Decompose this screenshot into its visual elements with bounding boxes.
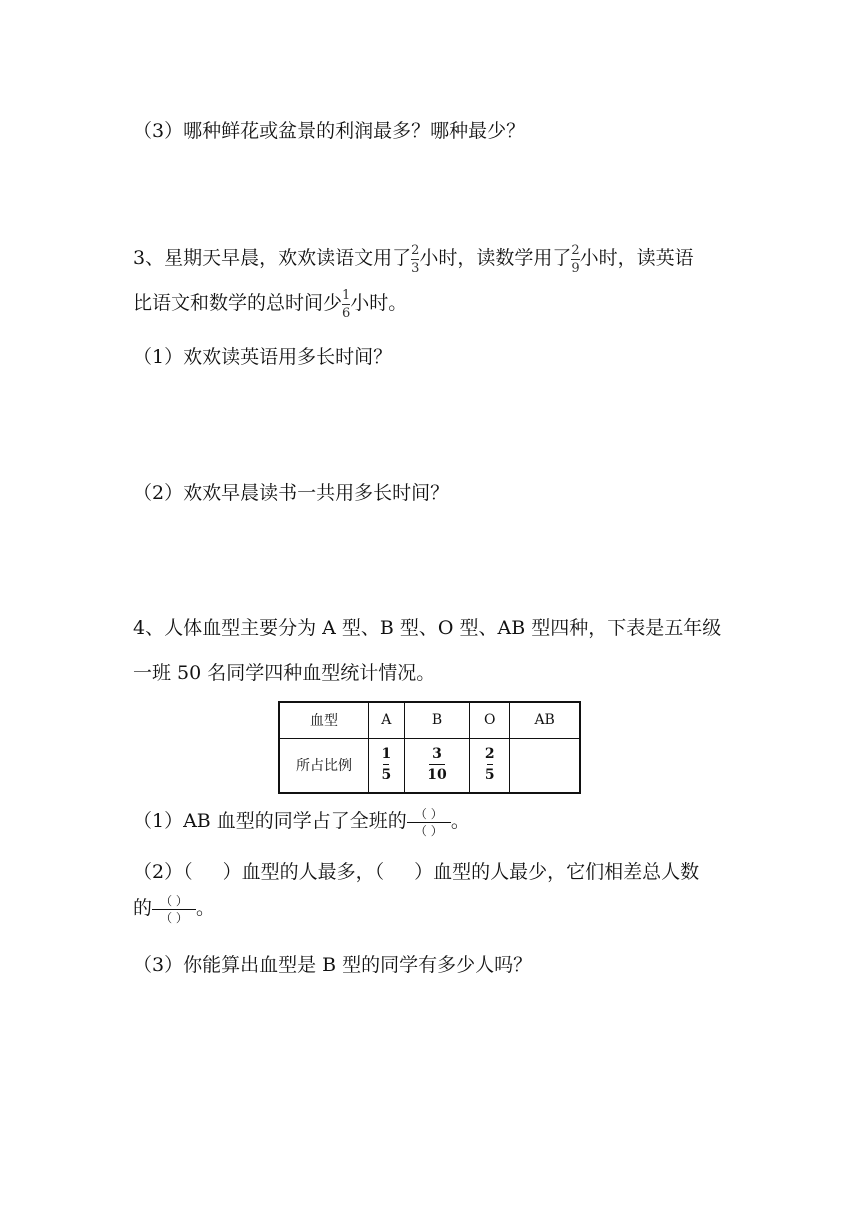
question-2-part-3: （3）哪种鲜花或盆景的利润最多？哪种最少？ xyxy=(133,120,526,142)
fraction-two-thirds: $\frac{2}{3}$ xyxy=(411,242,420,276)
blood-type-table xyxy=(278,701,581,794)
table-header-row xyxy=(279,702,580,738)
table-header-cell: B xyxy=(404,702,470,738)
q4-sub2-text-d: 的 xyxy=(133,897,153,919)
question-4-part-2-line-2 xyxy=(133,893,215,924)
q3-text-b: 小时，读数学用了 xyxy=(419,247,572,269)
fraction-two-ninths: $\frac{2}{9}$ xyxy=(571,242,580,276)
table-cell-empty xyxy=(510,738,580,793)
fraction-one-sixth: $\frac{1}{6}$ xyxy=(342,287,351,321)
q4-sub2-text-b: ）血型的人最多，（ xyxy=(222,861,385,883)
question-4-line-1: 4、人体血型主要分为 A 型、B 型、O 型、AB 型四种，下表是五年级 xyxy=(133,617,722,639)
question-4-part-1 xyxy=(133,806,470,837)
question-3-line-2 xyxy=(133,288,407,320)
question-4-line-2: 一班 50 名同学四种血型统计情况。 xyxy=(133,662,436,684)
q3-text-d: 比语文和数学的总时间少 xyxy=(133,292,343,314)
q4-sub2-text-a: （2）（ xyxy=(133,861,193,883)
question-4-part-2-line-1 xyxy=(133,857,699,884)
table-header-cell: 血型 xyxy=(279,702,369,738)
q4-sub2-text-c: ）血型的人最少，它们相差总人数 xyxy=(414,861,700,883)
question-3-line-1 xyxy=(133,243,694,275)
table-cell: $\frac{3}{10}$ xyxy=(404,738,470,793)
q4-sub2-end: 。 xyxy=(196,897,216,919)
question-3-part-2: （2）欢欢早晨读书一共用多长时间？ xyxy=(133,482,450,504)
table-header-cell: A xyxy=(369,702,405,738)
table-cell: $\frac{2}{5}$ xyxy=(470,738,510,793)
table-row-label: 所占比例 xyxy=(279,738,369,793)
table-header-cell: O xyxy=(470,702,510,738)
fraction-blank: $\frac{( )}{( )}$ xyxy=(152,895,196,924)
q4-sub1-end: 。 xyxy=(450,810,470,832)
q3-text-a: 3、星期天早晨，欢欢读语文用了 xyxy=(133,247,412,269)
q4-sub1-text: （1）AB 血型的同学占了全班的 xyxy=(133,810,407,832)
q3-text-c: 小时，读英语 xyxy=(579,247,694,269)
fraction-blank: $\frac{( )}{( )}$ xyxy=(407,808,451,837)
q3-text-e: 小时。 xyxy=(350,292,408,314)
question-4-part-3: （3）你能算出血型是 B 型的同学有多少人吗？ xyxy=(133,954,533,976)
table-header-cell: AB xyxy=(510,702,580,738)
question-3-part-1: （1）欢欢读英语用多长时间？ xyxy=(133,346,393,368)
table-cell: $\frac{1}{5}$ xyxy=(369,738,405,793)
table-row xyxy=(279,738,580,793)
